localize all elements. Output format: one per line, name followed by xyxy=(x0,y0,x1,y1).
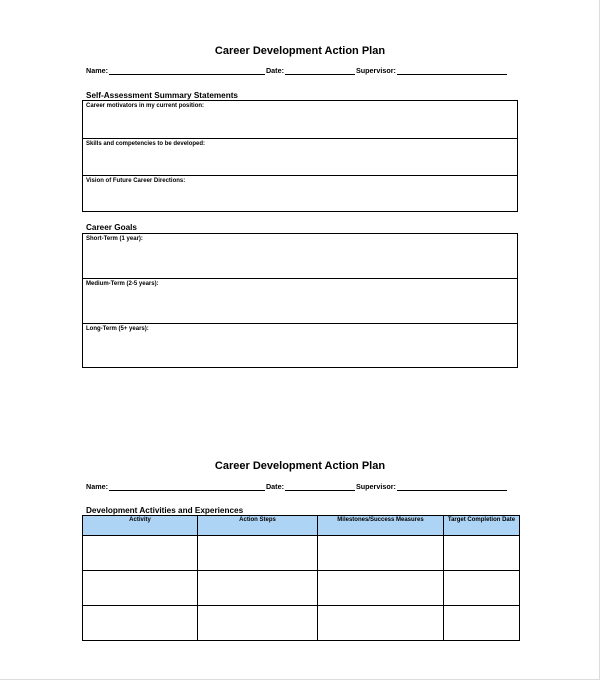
table-cell[interactable] xyxy=(198,536,318,571)
activities-heading: Development Activities and Experiences xyxy=(86,506,244,515)
name-field[interactable] xyxy=(109,483,265,491)
date-field[interactable] xyxy=(285,483,355,491)
table-cell[interactable] xyxy=(198,571,318,606)
table-header-row xyxy=(83,516,520,536)
supervisor-label: Supervisor: xyxy=(355,482,396,491)
page-title: Career Development Action Plan xyxy=(214,45,386,57)
table-cell[interactable] xyxy=(318,606,444,641)
supervisor-field[interactable] xyxy=(397,67,507,75)
table-cell[interactable] xyxy=(444,606,520,641)
column-header-action-steps: Action Steps xyxy=(198,516,318,536)
table-cell[interactable] xyxy=(318,571,444,606)
self-assessment-box xyxy=(82,100,518,212)
table-cell[interactable] xyxy=(444,536,520,571)
career-goals-heading: Career Goals xyxy=(86,223,137,232)
supervisor-label: Supervisor: xyxy=(355,66,396,75)
table-cell[interactable] xyxy=(83,606,198,641)
table-row xyxy=(83,536,520,571)
row-label: Short-Term (1 year): xyxy=(86,236,143,242)
career-goal-row[interactable] xyxy=(83,234,517,278)
name-label: Name: xyxy=(86,482,108,491)
table-row xyxy=(83,571,520,606)
career-goal-row[interactable] xyxy=(83,323,517,368)
date-field[interactable] xyxy=(285,67,355,75)
page-title-2: Career Development Action Plan xyxy=(214,460,386,472)
row-label: Medium-Term (2-5 years): xyxy=(86,281,159,287)
name-label: Name: xyxy=(86,66,108,75)
table-cell[interactable] xyxy=(83,571,198,606)
column-header-milestones: Milestones/Success Measures xyxy=(318,516,444,536)
row-label: Skills and competencies to be developed: xyxy=(86,141,206,147)
date-label: Date: xyxy=(265,66,284,75)
form-header-row xyxy=(86,66,520,75)
column-header-activity: Activity xyxy=(83,516,198,536)
career-goals-box xyxy=(82,233,518,368)
table-cell[interactable] xyxy=(83,536,198,571)
career-goal-row[interactable] xyxy=(83,278,517,323)
self-assessment-heading: Self-Assessment Summary Statements xyxy=(86,91,238,100)
form-header-row-2 xyxy=(86,482,520,491)
table-cell[interactable] xyxy=(444,571,520,606)
supervisor-field[interactable] xyxy=(397,483,507,491)
self-assessment-row[interactable] xyxy=(83,175,517,212)
row-label: Vision of Future Career Directions: xyxy=(86,178,186,184)
self-assessment-row[interactable] xyxy=(83,138,517,175)
self-assessment-row[interactable] xyxy=(83,101,517,138)
table-cell[interactable] xyxy=(318,536,444,571)
name-field[interactable] xyxy=(109,67,265,75)
table-cell[interactable] xyxy=(198,606,318,641)
activities-table xyxy=(82,515,520,641)
column-header-target-date: Target Completion Date xyxy=(444,516,520,536)
date-label: Date: xyxy=(265,482,284,491)
table-row xyxy=(83,606,520,641)
row-label: Long-Term (5+ years): xyxy=(86,326,149,332)
row-label: Career motivators in my current position: xyxy=(86,103,205,109)
